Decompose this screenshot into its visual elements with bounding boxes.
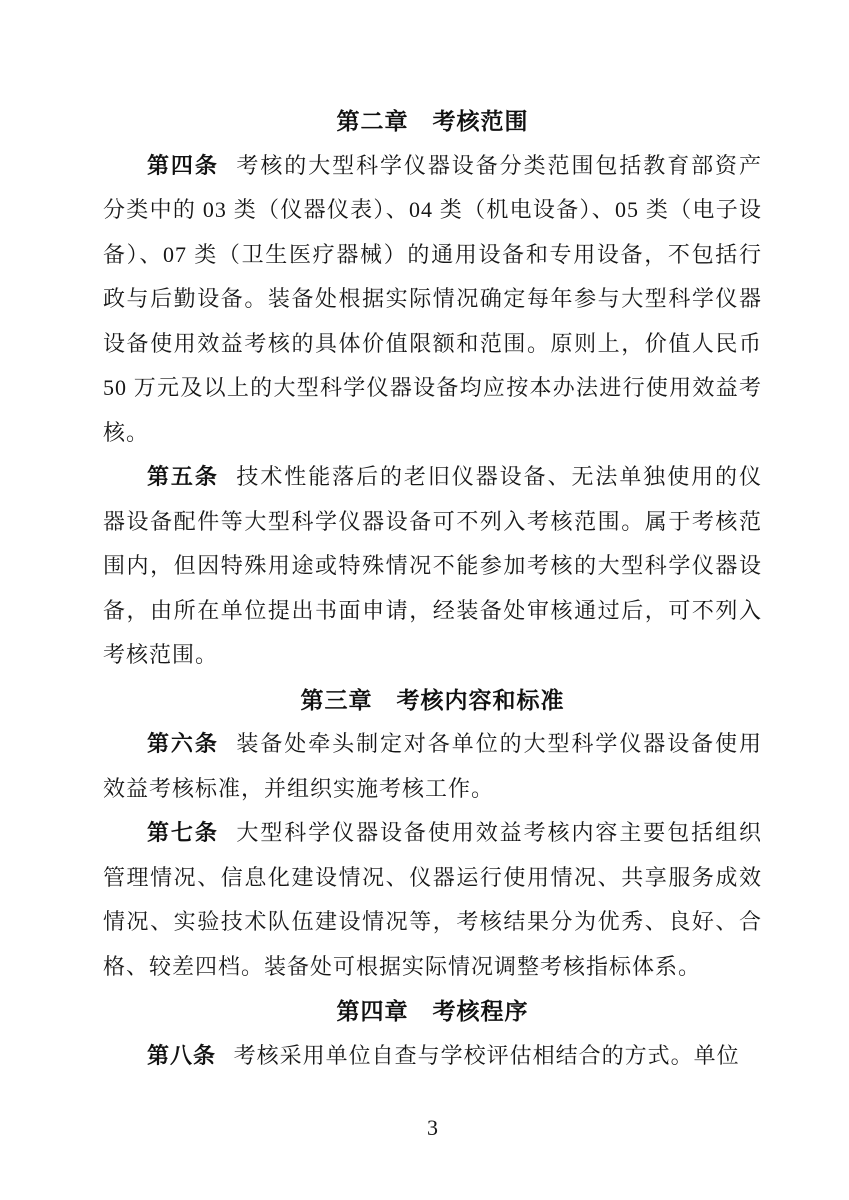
article-4-text: 考核的大型科学仪器设备分类范围包括教育部资产分类中的 03 类（仪器仪表）、04 类（机电设备）、05 类（电子设备）、07 类（卫生医疗器械）的通用设备和专用设备，不包括行政与后勤设备。装备处根据实际情况确定每年参与大型科学仪器设备使用效益考核的具体价值限额和范围。原则上，价值人民币 50 万元及以上的大型科学仪器设备均应按本办法进行使用效益考核。 [103,152,762,445]
chapter-4-heading: 第四章 考核程序 [336,998,529,1024]
article-4-paragraph [103,144,762,456]
page-number: 3 [427,1115,438,1140]
article-5-text: 技术性能落后的老旧仪器设备、无法单独使用的仪器设备配件等大型科学仪器设备可不列入考核范围。属于考核范围内，但因特殊用途或特殊情况不能参加考核的大型科学仪器设备，由所在单位提出书面申请，经装备处审核通过后，可不列入考核范围。 [103,464,762,667]
document-body [103,99,762,1078]
article-6-lead: 第六条 [147,731,219,756]
article-4-lead: 第四条 [147,152,219,178]
article-8-text: 考核采用单位自查与学校评估相结合的方式。单位 [233,1042,740,1068]
article-5-paragraph [103,455,762,678]
article-6-paragraph [103,722,762,811]
article-7-paragraph [103,811,762,989]
chapter-3-heading: 第三章 考核内容和标准 [300,686,565,713]
article-7-text: 大型科学仪器设备使用效益考核内容主要包括组织管理情况、信息化建设情况、仪器运行使用情况、共享服务成效情况、实验技术队伍建设情况等，考核结果分为优秀、良好、合格、较差四档。装备处可根据实际情况调整考核指标体系。 [103,820,762,979]
article-8-lead: 第八条 [147,1042,217,1068]
article-6-text: 装备处牵头制定对各单位的大型科学仪器设备使用效益考核标准，并组织实施考核工作。 [103,731,762,801]
chapter-2-heading: 第二章 考核范围 [336,108,529,134]
article-8-paragraph [103,1034,762,1079]
article-5-lead: 第五条 [147,464,219,489]
article-7-lead: 第七条 [147,820,219,845]
